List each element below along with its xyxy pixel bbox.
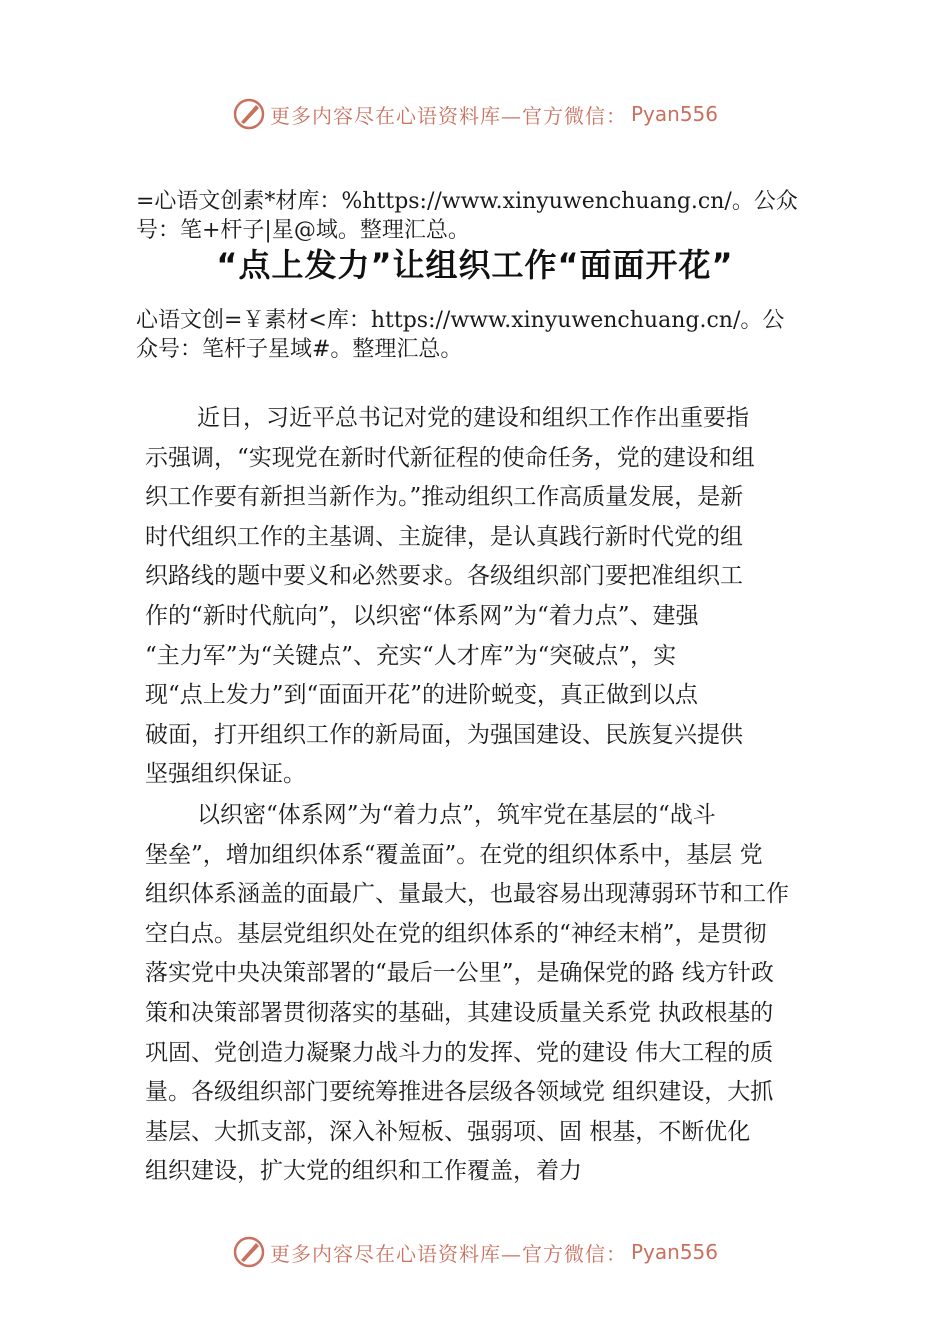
paragraph-line: “主力军”为“关键点”、充实“人才库”为“突破点”，实 bbox=[145, 642, 677, 669]
paragraph-line: 组织建设，扩大党的组织和工作覆盖，着力 bbox=[145, 1158, 582, 1185]
quill-logo-icon bbox=[232, 1235, 266, 1269]
document-title: “点上发力”让组织工作“面面开花” bbox=[216, 246, 734, 284]
quill-logo-icon bbox=[232, 97, 266, 131]
banner-text: 更多内容尽在心语资料库—官方微信： bbox=[269, 103, 627, 128]
paragraph-line: 作的“新时代航向”，以织密“体系网”为“着力点”、建强 bbox=[145, 602, 699, 629]
paragraph-line: 坚强组织保证。 bbox=[145, 761, 306, 788]
paragraph-line: 以织密“体系网”为“着力点”，筑牢党在基层的“战斗 bbox=[197, 802, 716, 828]
paragraph-line: 堡垒”，增加组织体系“覆盖面”。在党的组织体系中，基层 党 bbox=[145, 841, 763, 868]
paragraph-line: 破面，打开组织工作的新局面，为强国建设、民族复兴提供 bbox=[145, 721, 743, 748]
paragraph-line: 时代组织工作的主基调、主旋律，是认真践行新时代党的组 bbox=[145, 523, 743, 550]
paragraph-line: 空白点。基层党组织处在党的组织体系的“神经末梢”，是贯彻 bbox=[145, 920, 767, 947]
paragraph-intro bbox=[145, 399, 835, 795]
banner-text: 更多内容尽在心语资料库—官方微信： bbox=[269, 1241, 627, 1266]
paragraph-line: 织工作要有新担当新作为。”推动组织工作高质量发展，是新 bbox=[145, 484, 744, 511]
source-notice-mid bbox=[136, 306, 836, 364]
paragraph-line: 基层、大抓支部，深入补短板、强弱项、固 根基，不断优化 bbox=[145, 1118, 751, 1145]
paragraph-line: 组织体系涵盖的面最广、量最大，也最容易出现薄弱环节和工作 bbox=[145, 881, 789, 908]
footer-banner bbox=[0, 1232, 950, 1272]
paragraph-line: 织路线的题中要义和必然要求。各级组织部门要把准组织工 bbox=[145, 563, 743, 590]
paragraph-line: 现“点上发力”到“面面开花”的进阶蜕变，真正做到以点 bbox=[145, 682, 699, 709]
paragraph-line: 示强调，“实现党在新时代新征程的使命任务，党的建设和组 bbox=[145, 444, 755, 471]
wechat-account: Pyan556 bbox=[630, 102, 718, 126]
paragraph-line: 量。各级组织部门要统筹推进各层级各领域党 组织建设，大抓 bbox=[145, 1079, 774, 1106]
header-banner bbox=[0, 94, 950, 134]
paragraph-line: 策和决策部署贯彻落实的基础，其建设质量关系党 执政根基的 bbox=[145, 999, 774, 1026]
notice-line: 号：笔+杆子|星@域。整理汇总。 bbox=[136, 218, 470, 243]
wechat-account: Pyan556 bbox=[630, 1240, 718, 1264]
notice-line: =心语文创素*材库：%https://www.xinyuwenchuang.cn/。公众 bbox=[136, 189, 798, 214]
notice-line: 心语文创=￥素材<库：https://www.xinyuwenchuang.cn/。公 bbox=[136, 308, 785, 333]
notice-line: 众号：笔杆子星域#。整理汇总。 bbox=[136, 337, 463, 362]
source-notice-top bbox=[136, 187, 836, 245]
paragraph-line: 巩固、党创造力凝聚力战斗力的发挥、党的建设 伟大工程的质 bbox=[145, 1039, 774, 1066]
paragraph-line: 落实党中央决策部署的“最后一公里”，是确保党的路 线方针政 bbox=[145, 960, 774, 987]
paragraph-system-network bbox=[145, 796, 835, 1192]
paragraph-line: 近日，习近平总书记对党的建设和组织工作作出重要指 bbox=[197, 405, 749, 431]
